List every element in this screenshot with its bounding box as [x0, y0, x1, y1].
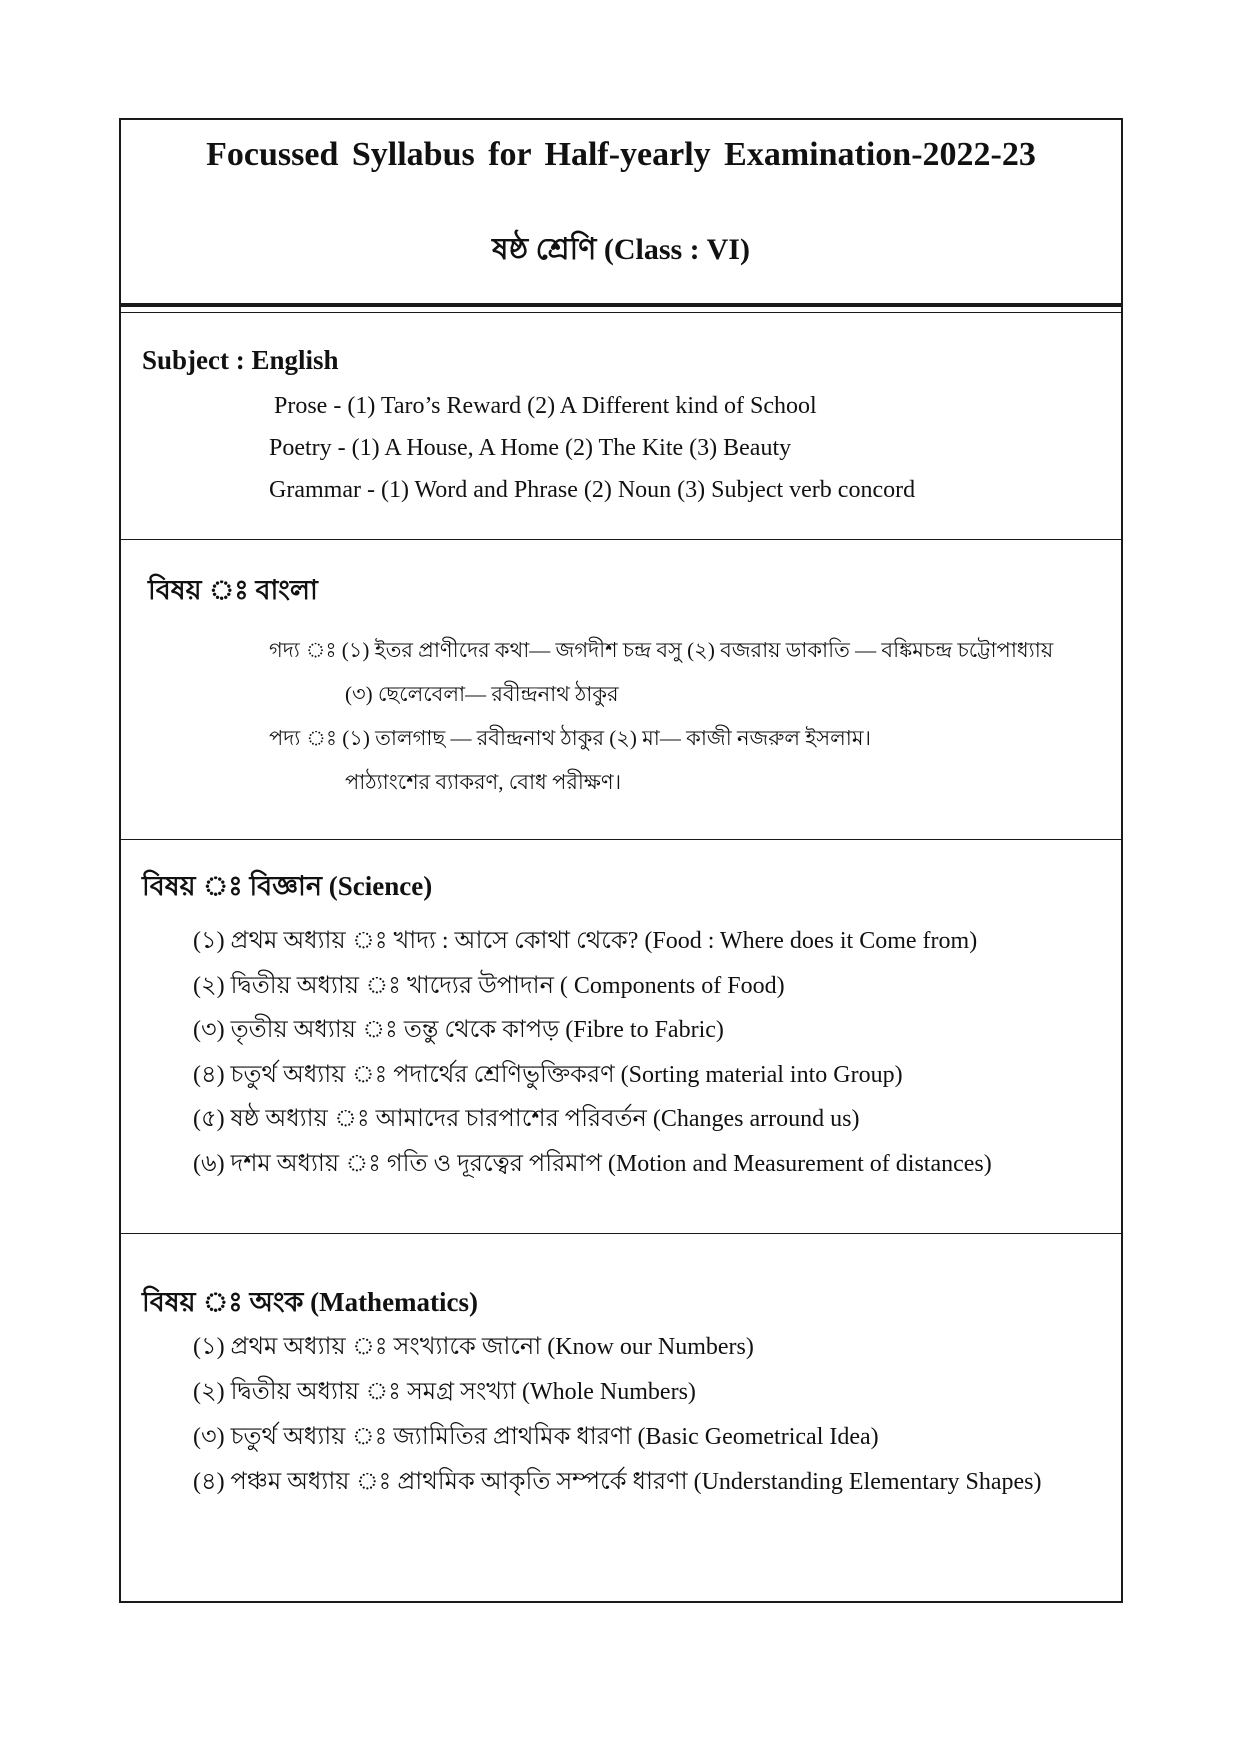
math-section — [121, 1233, 1121, 1603]
bangla-heading: বিষয় ঃ বাংলা — [148, 575, 318, 605]
math-chapter-item: (১) প্রথম অধ্যায় ঃ সংখ্যাকে জানো (Know our Numbers) — [193, 1334, 754, 1360]
english-prose: Prose - (1) Taro’s Reward (2) A Different kind of School — [274, 393, 817, 419]
bangla-section — [121, 539, 1121, 839]
math-chapter-item: (২) দ্বিতীয় অধ্যায় ঃ সমগ্র সংখ্যা (Whole Numbers) — [193, 1379, 696, 1405]
header-divider — [121, 303, 1121, 313]
bangla-prose-continued: (৩) ছেলেবেলা— রবীন্দ্রনাথ ঠাকুর — [345, 682, 619, 706]
english-poetry: Poetry - (1) A House, A Home (2) The Kite (3) Beauty — [269, 435, 792, 461]
science-chapter-item: (৫) ষষ্ঠ অধ্যায় ঃ আমাদের চারপাশের পরিবর্তন (Changes arround us) — [193, 1106, 860, 1132]
bangla-poetry: পদ্য ঃ (১) তালগাছ — রবীন্দ্রনাথ ঠাকুর (২) মা— কাজী নজরুল ইসলাম। — [269, 726, 872, 750]
science-chapter-item: (২) দ্বিতীয় অধ্যায় ঃ খাদ্যের উপাদান ( Components of Food) — [193, 973, 785, 999]
math-heading: বিষয় ঃ অংক (Mathematics) — [142, 1287, 479, 1317]
science-chapter-item: (১) প্রথম অধ্যায় ঃ খাদ্য : আসে কোথা থেকে? (Food : Where does it Come from) — [193, 928, 978, 954]
english-heading: Subject : English — [142, 345, 339, 375]
science-chapter-item: (৩) তৃতীয় অধ্যায় ঃ তন্তু থেকে কাপড় (Fibre to Fabric) — [193, 1017, 724, 1043]
english-grammar: Grammar - (1) Word and Phrase (2) Noun (3) Subject verb concord — [269, 477, 916, 503]
math-chapter-item: (৩) চতুর্থ অধ্যায় ঃ জ্যামিতির প্রাথমিক ধারণা (Basic Geometrical Idea) — [193, 1424, 879, 1450]
header — [121, 120, 1121, 304]
science-chapter-item: (৬) দশম অধ্যায় ঃ গতি ও দূরত্বের পরিমাপ (Motion and Measurement of distances) — [193, 1151, 992, 1177]
syllabus-frame — [119, 118, 1123, 1603]
science-heading: বিষয় ঃ বিজ্ঞান (Science) — [142, 871, 433, 901]
class-label: ষষ্ঠ শ্রেণি (Class : VI) — [492, 233, 750, 266]
bangla-grammar: পাঠ্যাংশের ব্যাকরণ, বোধ পরীক্ষণ। — [345, 770, 622, 794]
science-section — [121, 839, 1121, 1233]
bangla-prose: গদ্য ঃ (১) ইতর প্রাণীদের কথা— জগদীশ চন্দ্র বসু (২) বজরায় ডাকাতি — বঙ্কিমচন্দ্র চট্টোপাধ্যায় — [269, 638, 1054, 662]
page-title: Focussed Syllabus for Half-yearly Examination-2022-23 — [206, 136, 1036, 173]
science-chapter-item: (৪) চতুর্থ অধ্যায় ঃ পদার্থের শ্রেণিভুক্তিকরণ (Sorting material into Group) — [193, 1062, 903, 1088]
math-chapter-item: (৪) পঞ্চম অধ্যায় ঃ প্রাথমিক আকৃতি সম্পর্কে ধারণা (Understanding Elementary Shapes) — [193, 1469, 1042, 1495]
